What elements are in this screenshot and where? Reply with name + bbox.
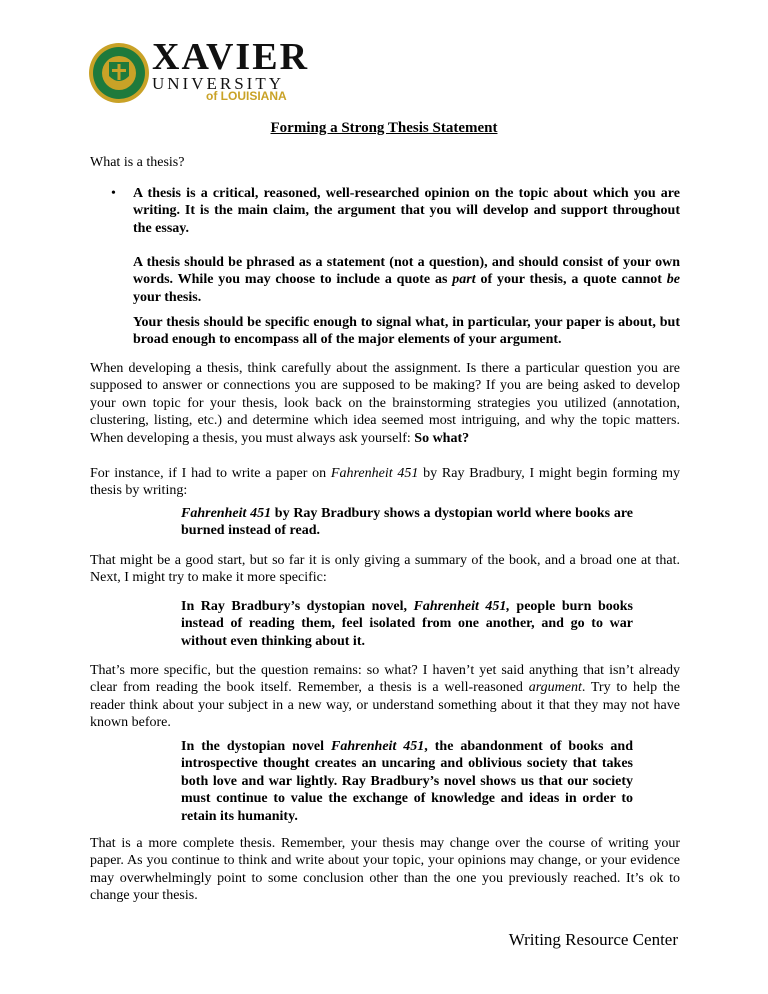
logo-word-university: UNIVERSITY — [152, 74, 284, 93]
thesis-phrasing: A thesis should be phrased as a statement (not a question), and should consist of your own words. While you may choose to include a quote as part of your thesis, a quote cannot be your thesis. — [133, 255, 680, 305]
footer-writing-resource-center: Writing Resource Center — [508, 930, 678, 949]
paragraph-good-start: That might be a good start, but so far it is only giving a summary of the book, and a broad one at that. Next, I might try to make it more specific: — [90, 553, 680, 586]
paragraph-complete-thesis: That is a more complete thesis. Remember, your thesis may change over the course of writing your paper. As you continue to think and write about your topic, your opinions may change, or your evidence may overwhelmingly point to some conclusion other than the one you previously reached. It’s ok to change your thesis. — [90, 836, 680, 904]
example-thesis-2: In Ray Bradbury’s dystopian novel, Fahrenheit 451, people burn books instead of reading them, feel isolated from one another, and go to war without even thinking about it. — [181, 599, 633, 649]
university-logo — [88, 36, 310, 104]
university-seal-icon — [88, 42, 150, 104]
thesis-definition: A thesis is a critical, reasoned, well-researched opinion on the topic about which you are writing. It is the main claim, the argument that you will develop and support throughout the essay. — [133, 186, 680, 236]
page-title: Forming a Strong Thesis Statement — [270, 120, 498, 136]
paragraph-so-what: That’s more specific, but the question remains: so what? I haven’t yet said anything that isn’t already clear from reading the book itself. Remember, a thesis is a well-reasoned argument. Try to help the reader think about your subject in a new way, or understand something about it that they may not have known before. — [90, 663, 680, 731]
logo-word-louisiana: of LOUISIANA — [206, 89, 287, 103]
paragraph-for-instance: For instance, if I had to write a paper on Fahrenheit 451 by Ray Bradbury, I might begin forming my thesis by writing: — [90, 466, 681, 499]
paragraph-developing-thesis: When developing a thesis, think carefully about the assignment. Is there a particular question you are supposed to answer or connections you are supposed to be making? If you are being asked to develop your own topic for your thesis, look back on the brainstorming strategies you utilized (annotation, clustering, listing, etc.) and determine which idea seemed most intriguing, and why the topic matters. When developing a thesis, you must always ask yourself: So what? — [90, 361, 680, 446]
bullet-dot-icon: • — [111, 186, 116, 201]
example-thesis-1: Fahrenheit 451 by Ray Bradbury shows a dystopian world where books are burned instead of read. — [181, 506, 633, 539]
example-thesis-3: In the dystopian novel Fahrenheit 451, the abandonment of books and introspective thought creates an uncaring and oblivious society that takes both love and war lightly. Ray Bradbury’s novel shows us that our society must continue to value the exchange of knowledge and ideas in order to retain its humanity. — [181, 739, 633, 824]
intro-question: What is a thesis? — [90, 155, 185, 170]
logo-word-xavier: XAVIER — [152, 36, 310, 78]
thesis-specificity: Your thesis should be specific enough to signal what, in particular, your paper is about, but broad enough to encompass all of the major elements of your argument. — [133, 315, 680, 348]
